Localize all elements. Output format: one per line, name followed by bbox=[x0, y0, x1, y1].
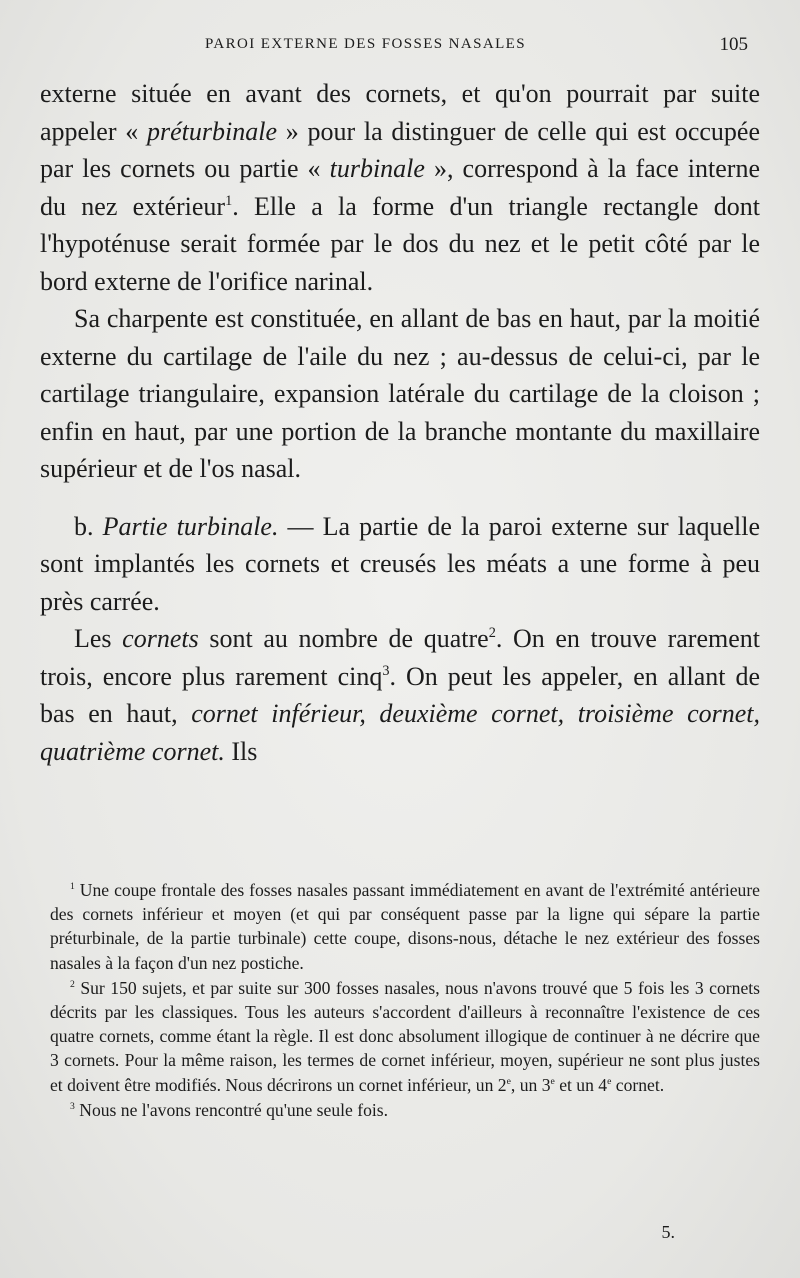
footnote-text: Sur 150 sujets, et par suite sur 300 fosses nasales, nous n'avons trouvé que 5 fois les 3 cornets décrits par les classiques. Tous les auteurs s'accordent d'ailleurs à reconnaître l'existence de ces quatre cornets, comme étant la règle. Il est donc absolument illogique de continuer à ne décrire que 3 cornets. Pour la même raison, les termes de cornet inférieur, moyen, supérieur ne sont plus justes et doivent être modifiés. Nous décrirons un cornet inférieur, un 2 bbox=[50, 977, 760, 1095]
paragraph-cornets bbox=[40, 620, 760, 770]
term-cornets: cornets bbox=[122, 624, 199, 653]
text-run: sont au nombre de quatre bbox=[198, 624, 489, 653]
paragraph-charpente: Sa charpente est constituée, en allant de bas en haut, par la moitié externe du cartilage de l'aile du nez ; au-dessus de celui-ci, par le cartilage triangulaire, expansion latérale du cartilage de la cloison ; enfin en haut, par une portion de la branche montante du maxillaire supérieur et de l'os nasal. bbox=[40, 304, 760, 483]
footnote-ref-1: 1 bbox=[225, 192, 233, 209]
main-text bbox=[40, 75, 760, 770]
section-partie-turbinale bbox=[40, 508, 760, 621]
footnote-1 bbox=[50, 878, 760, 975]
footnote-text: Une coupe frontale des fosses nasales passant immédiatement en avant de l'extrémité antérieure des cornets inférieur et moyen (et qui par conséquent passe par la ligne qui sépare la partie préturbinale, de la partie turbinale) cette coupe, disons-nous, détache le nez extérieur des fosses nasales à la façon d'un nez postiche. bbox=[50, 880, 760, 973]
text-run: . On en trouve rarement trois, encore plus rarement cinq bbox=[40, 624, 760, 691]
ordinal-suffix: e bbox=[550, 1075, 555, 1087]
text-run: externe située en avant des cornets, et qu'on pourrait par suite appeler « bbox=[40, 79, 760, 146]
text-run: Les bbox=[74, 624, 123, 653]
running-header bbox=[0, 34, 800, 60]
text-run: » pour la distinguer de celle qui est occupée par les cornets ou partie « bbox=[40, 116, 760, 183]
section-heading: Partie turbinale. bbox=[102, 511, 279, 541]
term-cornet-names: cornet inférieur, deuxième cornet, troisième cornet, quatrième cornet. bbox=[40, 699, 760, 766]
footnotes bbox=[50, 878, 760, 1122]
running-title: PAROI EXTERNE DES FOSSES NASALES bbox=[205, 36, 526, 52]
page-number: 105 bbox=[719, 34, 748, 55]
footnote-text: Nous ne l'avons rencontré qu'une seule fois. bbox=[74, 1099, 389, 1120]
signature-mark: 5. bbox=[661, 1222, 675, 1242]
footnote-text: et un 4 bbox=[554, 1074, 608, 1095]
text-run: Ils bbox=[224, 736, 258, 766]
footnote-marker: 2 bbox=[70, 979, 75, 991]
footnote-text: , un 3 bbox=[510, 1074, 551, 1095]
text-run: », correspond à la face interne du nez extérieur bbox=[40, 154, 760, 221]
footnote-text: cornet. bbox=[611, 1074, 665, 1095]
term-turbinale: turbinale bbox=[329, 154, 425, 183]
ordinal-suffix: e bbox=[607, 1075, 612, 1087]
section-label: b. bbox=[74, 511, 103, 541]
text-run: . Elle a la forme d'un triangle rectangle dont l'hypoténuse serait formée par le dos du nez et le petit côté par le bord externe de l'orifice narinal. bbox=[40, 191, 760, 296]
text-run: — La partie de la paroi externe sur laquelle sont implantés les cornets et creusés les méats a une forme à peu près carrée. bbox=[40, 511, 760, 616]
footnote-ref-3: 3 bbox=[382, 662, 390, 679]
ordinal-suffix: e bbox=[506, 1075, 511, 1087]
footnote-ref-2: 2 bbox=[488, 625, 496, 641]
text-run: . On peut les appeler, en allant de bas en haut, bbox=[40, 661, 760, 728]
footnote-3 bbox=[50, 1098, 760, 1122]
term-preturbinale: préturbinale bbox=[147, 116, 277, 146]
footnote-marker: 3 bbox=[70, 1101, 75, 1113]
footnote-marker: 1 bbox=[70, 881, 75, 893]
paragraph-preturbinal bbox=[40, 75, 760, 300]
footnote-2 bbox=[50, 976, 760, 1097]
